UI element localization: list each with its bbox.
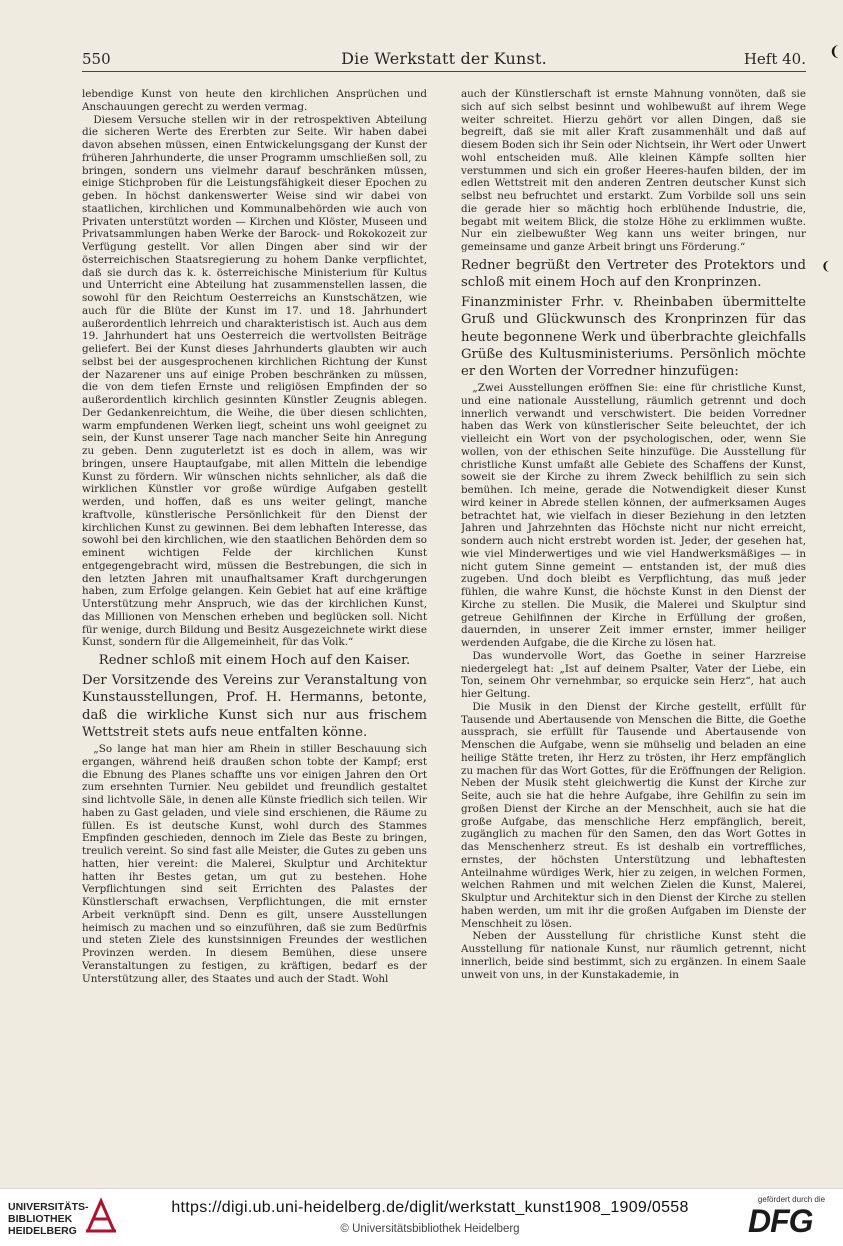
margin-mark: ❨ [829,44,841,60]
viewer-footer [0,1188,843,1246]
paragraph: lebendige Kunst von heute den kirchlichen Ansprüchen und Anschauungen gerecht zu werden vermag. [82,88,427,113]
paragraph: Neben der Ausstellung für christliche Kunst steht die Ausstellung für nationale Kunst, nur räumlich getrennt, nicht innerlich, beide sind bestimmt, sich zu ergänzen. In einem Saale unweit von uns, in der Kunstakademie, in [461,930,806,981]
paragraph: auch der Künstlerschaft ist ernste Mahnung vonnöten, daß sie sich auf sich selbst besinnt und wohlbewußt auf ihrem Wege weiter schreitet. Hierzu gehört vor allen Dingen, daß sie begreift, daß sie mit aller Kraft zusammenhält und daß auf diesem Boden sich ihr Sein oder Nichtsein, ihr Wert oder Unwert wohl entscheiden muß. Alle kleinen Kämpfe sollten hier verstummen und sich ein großer Heeres-haufen bilden, der im edlen Wettstreit mit den anderen Zentren deutscher Kunst sich selbst neu befruchtet und erstarkt. Zum Vorbilde soll uns sein die gerade hier so mächtig hoch erblühende Industrie, die, begabt mit weitem Blick, die stolze Höhe zu erklimmen wußte. Nur ein zielbewußter Weg kann uns weiter bringen, nur gemeinsame und ganze Arbeit bringt uns Förderung.“ [461,88,806,253]
text-column-left [82,88,427,1178]
running-header [82,48,806,72]
funder-caption: gefördert durch die [757,1195,826,1204]
section-heading: Finanzminister Frhr. v. Rheinbaben übermittelte Gruß und Glückwunsch des Kronprinzen für das heute begonnene Werk und überbrachte gleichfalls Grüße des Kultusministeriums. Persönlich möchte er den Worten der Vorredner hinzufügen: [461,295,806,379]
library-logo-text[interactable]: UNIVERSITÄTS- BIBLIOTHEK HEIDELBERG [8,1201,89,1237]
paragraph: Das wundervolle Wort, das Goethe in seiner Harzreise niedergelegt hat: „Ist auf deinem Psalter, Vater der Liebe, ein Ton, seinem Ohr vernehmbar, so erquicke sein Herz“, hat auch hier Geltung. [461,649,806,701]
running-title: Die Werkstatt der Kunst. [341,49,547,68]
paragraph: Die Musik in den Dienst der Kirche gestellt, erfüllt für Tausende und Abertausende von Menschen die Bitte, die Goethe aussprach, sie erfüllt für Tausende und Abertausende von Menschen die Aufgabe, wenn sie mühselig und beladen an eine heilige Stätte treten, ihr Herz zu trösten, ihr Herz empfänglich zu machen für das Wort Gottes, für die Eröffnungen der Religion. Neben der Musik steht gleichwertig die Kunst der Kirche zur Seite, auch sie hat die hehre Aufgabe, ihre Gehilfin zu sein im großen Dienst der Kirche an der Menschheit, auch sie hat die große Aufgabe, das menschliche Herz empfänglich, bereit, zugänglich zu machen für den Samen, den das Wort Gottes in das Menschenherz streut. Es ist deshalb ein vortreffliches, ernstes, der höchsten Unterstützung und lebhaftesten Anteilnahme würdiges Werk, hier zu zeigen, in welchen Formen, welchen Rahmen und mit welchen Zielen die Kunst, Malerei, Skulptur und Architektur sich in den Dienst der Kirche zu stellen haben werden, um mit ihr die großen Aufgaben im Dienste der Menschheit zu lösen. [461,700,806,930]
paragraph: „Zwei Ausstellungen eröffnen Sie: eine für christliche Kunst, und eine nationale Ausstellung, räumlich getrennt und doch innerlich verwandt und verschwistert. Die beiden Vorredner haben das Werk von künstlerischer Seite beleuchtet, der ich vielleicht ein Wort von der psychologischen, oder, wenn Sie wollen, von der ethischen Seite hinzufüge. Die Ausstellung für christliche Kunst umfaßt alle Gebiete des Schaffens der Kunst, soweit sie der Kirche zu ihrem Zweck behilflich zu sein sich bemühen. Ich meine, gerade die Notwendigkeit dieser Kunst wird keiner in Abrede stellen können, der aufmerksamen Auges betrachtet hat, wie vielfach in dieser Beziehung in den letzten Jahren und Jahrzehnten das Höchste nicht nur nicht erreicht, sondern auch nicht erstrebt worden ist. Jeder, der gesehen hat, wie viel Minderwertiges und wie viel Handwerksmäßiges — in nicht gutem Sinne gemeint — entstanden ist, der muß dies zugeben. Und doch bleibt es Verpflichtung, das muß jeder fühlen, die wahre Kunst, die höchste Kunst in den Dienst der Kirche zu stellen. Die Musik, die Malerei und Skulptur sind getreue Gehilfinnen der Kirche in Erfüllung der großen, dauernden, in unserer Zeit immer ernster, immer heiliger werdenden Aufgabe, die die Kirche zu lösen hat. [461,382,806,650]
paragraph: Diesem Versuche stellen wir in der retrospektiven Abteilung die sicheren Werte des Ererbten zur Seite. Wir haben dabei davon absehen müssen, einen Entwickelungsgang der Kunst der früheren Jahrhunderte, die unser Programm umschließen soll, zu bringen, sondern uns vielmehr darauf beschränken müssen, einige Stichproben für die Leistungsfähigkeit dieser Epochen zu geben. In höchst dankenswerter Weise sind wir dabei von staatlichen, kirchlichen und Kommunalbehörden wie auch von Privaten unterstützt worden — Kirchen und Klöster, Museen und Privatsammlungen haben Werke der Barock- und Rokokozeit zur Verfügung gestellt. Vor allen Dingen aber sind wir der österreichischen Staatsregierung zu hohem Danke verpflichtet, daß sie durch das k. k. österreichische Ministerium für Kultus und Unterricht eine Abteilung hat zusammenstellen lassen, die sowohl für den Reichtum Oesterreichs an Kunstschätzen, wie auch für die Blüte der Kunst im 17. und 18. Jahrhundert außerordentlich lehrreich und charakteristisch ist. Auch aus dem 19. Jahrhundert hat uns Oesterreich die wertvollsten Beiträge geliefert. Bei der Kunst dieses Jahrhunderts glaubten wir auch selbst bei der ausgesprochenen kirchlichen Richtung der Kunst der Nazarener uns auf einige Proben beschränken zu müssen, die von dem tiefen Ernste und religiösen Empfinden der so außerordentlich kirchlich gesinnten Künstler Zeugnis ablegen. Der Gedankenreichtum, die Weihe, die über diesen schlichten, warm empfundenen Werken liegt, scheint uns wohl geeignet zu sein, der Kunst unserer Tage nach mancher Seite hin Anregung zu geben. Denn zuguterletzt ist es doch in allem, was wir bringen, unsere Hauptaufgabe, mit allen Mitteln die lebendige Kunst zu fördern. Wir wünschen nichts sehnlicher, als daß die wirklichen Künstler vor große würdige Aufgaben gestellt werden, und hoffen, daß es uns weiter gelingt, manche kraftvolle, künstlerische Persönlichkeit für den Dienst der kirchlichen Kunst zu gewinnen. Bei dem lebhaften Interesse, das sowohl bei den kirchlichen, wie den staatlichen Behörden dem so eminent wichtigen Felde der kirchlichen Kunst entgegengebracht wird, müssen die Bestrebungen, die sich in den letzten Jahren mit unaufhaltsamer Kraft durchgerungen haben, zum Erfolge gelangen. Kein Gebiet hat auf eine kräftige Unterstützung mehr Anspruch, wie das der kirchlichen Kunst, das Millionen von Menschen erheben und beglücken soll. Nicht für wenige, durch Bildung und Besitz Ausgezeichnete wirkt diese Kunst, sondern für die Allgemeinheit, für das Volk.“ [82,113,427,649]
text-column-right [461,88,806,1178]
paragraph: „So lange hat man hier am Rhein in stiller Beschauung sich ergangen, während heiß draußen schon tobte der Kampf; erst die Ebnung des Planes schaffte uns vor einigen Jahren den Ort zum ersehnten Turnier. Neu gebildet und freundlich gestaltet sind lichtvolle Säle, in denen alle Künste friedlich sich teilen. Wir haben zu Gast geladen, und viele sind erschienen, die Räume zu füllen. Es ist deutsche Kunst, wohl durch des Stammes Empfinden geschieden, dennoch im Ziele das Beste zu bringen, treulich vereint. So sind fast alle Meister, die Gutes zu geben uns hatten, hier vereint: die Malerei, Skulptur und Architektur hatten ihr Bestes getan, um gut zu bestehen. Hohe Verpflichtungen sind seit Errichten des Palastes der Künstlerschaft erwachsen, Verpflichtungen, die mit ernster Arbeit verknüpft sind. Denn es gilt, unsere Ausstellungen heimisch zu machen und so einzuführen, daß sie zum Bedürfnis und steten Ziele des kunstsinnigen Freundes der westlichen Provinzen werden. In diesem Bemühen, diese unsere Veranstaltungen zu festigen, zu kräftigen, bedarf es der Unterstützung aller, des Staates und auch der Stadt. Wohl [82,743,427,985]
copyright-notice: © Universitätsbibliothek Heidelberg [340,1223,520,1235]
section-heading: Redner begrüßt den Vertreter des Protektors und schloß mit einem Hoch auf den Kronprinzen. [461,257,806,290]
section-heading: Redner schloß mit einem Hoch auf den Kaiser. [98,653,411,668]
margin-mark: ❨ [821,259,832,273]
page-number: 550 [82,50,111,68]
permalink-url[interactable]: https://digi.ub.uni-heidelberg.de/diglit/werkstatt_kunst1908_1909/0558 [171,1199,689,1216]
issue-number: Heft 40. [743,50,806,68]
dfg-logo[interactable]: DFG [748,1203,813,1239]
section-heading: Der Vorsitzende des Vereins zur Veranstaltung von Kunstausstellungen, Prof. H. Hermanns, betonte, daß die wirkliche Kunst sich nur aus frischem Wettstreit stets aufs neue entfalten könne. [82,673,427,740]
library-logo-icon[interactable] [84,1195,118,1235]
